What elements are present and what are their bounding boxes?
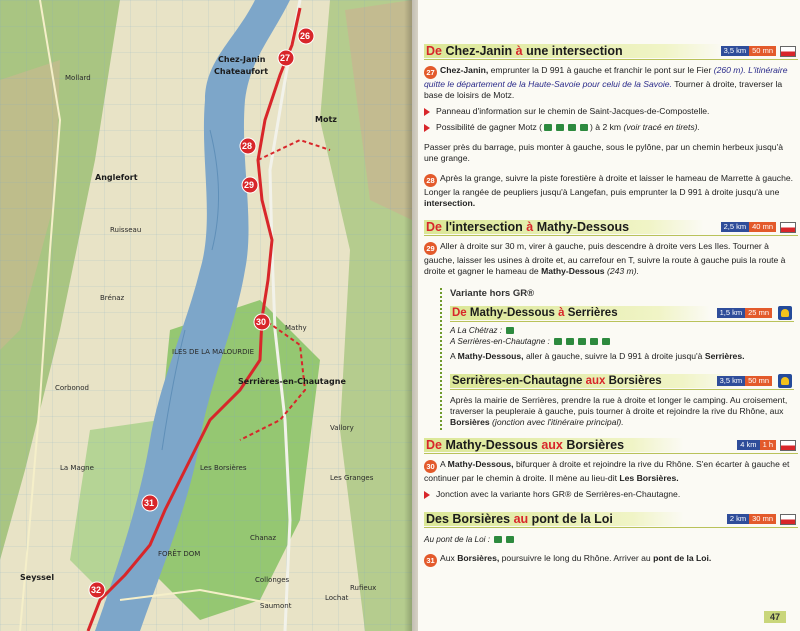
picnic-icon	[506, 327, 514, 334]
page-number: 47	[764, 611, 786, 623]
paragraph: Passer près du barrage, puis monter à gauche, sous le pylône, par un chemin herbeux jusqu'à une grange.	[424, 142, 783, 163]
paragraph: A Mathy-Dessous, aller à gauche, suivre la D 991 à droite jusqu'à Serrières.	[450, 351, 745, 361]
section-borsieres-pont	[424, 510, 798, 567]
variant-box	[440, 288, 798, 430]
place-borsieres: Les Borsières	[200, 464, 247, 472]
svg-text:31: 31	[144, 498, 155, 508]
info-bullet: Panneau d'information sur le chemin de Saint-Jacques-de-Compostelle.	[424, 106, 798, 117]
place-mollard: Mollard	[65, 74, 91, 82]
svg-text:28: 28	[242, 141, 253, 151]
duration-badge: 30 mn	[749, 514, 776, 524]
place-les-granges: Les Granges	[330, 474, 374, 482]
waypoint-26[interactable]	[298, 28, 314, 44]
distance-badge: 3,5 km	[717, 376, 746, 386]
place-seyssel: Seyssel	[20, 573, 55, 582]
step-number: 28	[424, 174, 437, 187]
section-header: Des Borsières au pont de la Loi 2 km 30 mn	[424, 510, 798, 528]
lodging-icon	[554, 338, 562, 345]
place-corbonod: Corbonod	[55, 384, 89, 392]
step-number: 30	[424, 460, 437, 473]
info-bullet: Jonction avec la variante hors GR® de Serrières-en-Chautagne.	[424, 489, 798, 500]
svg-text:29: 29	[244, 180, 255, 190]
variant-label: Variante hors GR®	[450, 288, 535, 299]
info-bullet: Possibilité de gagner Motz ( ) à 2 km (voir tracé en tirets).	[424, 122, 798, 133]
place-iles-malourdie: ILES DE LA MALOURDIE	[172, 348, 255, 356]
paragraph: Après la mairie de Serrières, prendre la rue à droite et longer le camping. Au croisement, traverser la peupleraie à gauche, puis tourner à droite et rejoindre la rive du Rhône, aux Borsières (jonction avec l'itinéraire principal).	[450, 395, 788, 427]
step-31: 31 Aux Borsières, poursuivre le long du Rhône. Arriver au pont de la Loi.	[424, 553, 798, 567]
waypoint-31[interactable]	[142, 495, 158, 511]
place-rufieux: Rufieux	[350, 584, 377, 592]
place-ruisseau: Ruisseau	[110, 226, 142, 234]
svg-text:30: 30	[256, 317, 267, 327]
itinerary-page	[418, 0, 800, 631]
distance-badge: 2 km	[727, 514, 749, 524]
duration-badge: 25 mn	[745, 308, 772, 318]
waypoint-32[interactable]	[89, 582, 105, 598]
duration-badge: 40 mn	[749, 222, 776, 232]
step-30: 30 A Mathy-Dessous, bifurquer à droite et rejoindre la rive du Rhône. S'en écarter à gauche et continuer par le chemin à droite. Il mène au lieu-dit Les Borsières.	[424, 459, 790, 483]
distance-badge: 2,5 km	[721, 222, 750, 232]
place-collonges: Collonges	[255, 576, 290, 584]
section-header: De Mathy-Dessous à Serrières 1,5 km 25 mn	[450, 304, 794, 322]
gr-flag-icon	[780, 222, 796, 233]
section-header: De l'intersection à Mathy-Dessous 2,5 km 40 mn	[424, 218, 798, 236]
waypoint-30[interactable]	[254, 314, 270, 330]
place-chateaufort: Chateaufort	[214, 67, 269, 76]
place-serrieres: Serrières-en-Chautagne	[238, 377, 346, 386]
waypoint-27[interactable]	[278, 50, 294, 66]
step-number: 29	[424, 242, 437, 255]
svg-text:27: 27	[280, 53, 291, 63]
duration-badge: 50 mn	[745, 376, 772, 386]
section-chez-janin	[424, 42, 798, 209]
place-foret-dom: FORÊT DOM	[158, 550, 201, 558]
waypoint-28[interactable]	[240, 138, 256, 154]
section-header: De Chez-Janin à une intersection 3,5 km 50 mn	[424, 42, 798, 60]
distance-badge: 3,5 km	[721, 46, 750, 56]
distance-badge: 4 km	[737, 440, 759, 450]
subsection-mathy-serrieres	[450, 304, 794, 362]
svg-text:32: 32	[91, 585, 102, 595]
place-vallory: Vallory	[330, 424, 354, 432]
step-27: 27 Chez-Janin, emprunter la D 991 à gauche et franchir le pont sur le Fier (260 m). L'itinéraire quitte le département de la Haute-Savoie pour celui de la Savoie. Tourner à droite, traverser la base de loisirs de Motz.	[424, 65, 788, 100]
cafe-icon	[602, 338, 610, 345]
waypoint-29[interactable]	[242, 177, 258, 193]
place-anglefort: Anglefort	[95, 173, 138, 182]
saint-jacques-shell-icon	[778, 306, 792, 320]
cafe-icon	[506, 536, 514, 543]
distance-badge: 1,5 km	[717, 308, 746, 318]
duration-badge: 1 h	[760, 440, 776, 450]
section-header: Serrières-en-Chautagne aux Borsières 3,5 km 50 mn	[450, 372, 794, 390]
step-28: 28 Après la grange, suivre la piste forestière à droite et laisser le hameau de Marrette à gauche. Longer la rangée de peupliers jusqu'à Langefan, puis emprunter la D 991 à droite jusqu'à une intersection.	[424, 173, 794, 208]
services-line: Au pont de la Loi :	[424, 534, 798, 545]
place-saumont: Saumont	[260, 602, 292, 610]
step-29: 29 Aller à droite sur 30 m, virer à gauche, puis descendre à droite vers Les Iles. Tourner à gauche, laisser les usines à droite et, au carrefour en T, suivre la route à gauche puis la route à droite et gagner le hameau de Mathy-Dessous (243 m).	[424, 241, 786, 276]
lodging-icon	[544, 124, 552, 131]
subsection-serrieres-borsieres	[450, 372, 794, 428]
svg-text:26: 26	[300, 31, 311, 41]
services-line: A Serrières-en-Chautagne :	[450, 336, 794, 347]
place-motz: Motz	[315, 115, 337, 124]
section-mathy-borsieres	[424, 436, 798, 500]
place-lochat: Lochat	[325, 594, 349, 602]
bullet-triangle-icon	[424, 108, 430, 116]
duration-badge: 50 mn	[749, 46, 776, 56]
section-intersection	[424, 218, 798, 277]
bullet-triangle-icon	[424, 124, 430, 132]
place-mathy: Mathy	[285, 324, 307, 332]
restaurant-icon	[494, 536, 502, 543]
restaurant-icon	[568, 124, 576, 131]
camping-icon	[566, 338, 574, 345]
gr-flag-icon	[780, 46, 796, 57]
step-number: 31	[424, 554, 437, 567]
shop-icon	[578, 338, 586, 345]
place-la-magne: La Magne	[60, 464, 94, 472]
place-brenaz: Brénaz	[100, 294, 125, 302]
place-chez-janin: Chez-Janin	[218, 55, 266, 64]
shop-icon	[556, 124, 564, 131]
section-header: De Mathy-Dessous aux Borsières 4 km 1 h	[424, 436, 798, 454]
restaurant-icon	[590, 338, 598, 345]
bullet-triangle-icon	[424, 491, 430, 499]
cafe-icon	[580, 124, 588, 131]
saint-jacques-shell-icon	[778, 374, 792, 388]
gr-flag-icon	[780, 440, 796, 451]
place-chanaz: Chanaz	[250, 534, 277, 542]
gr-flag-icon	[780, 514, 796, 525]
step-number: 27	[424, 66, 437, 79]
services-line: A La Chétraz :	[450, 325, 794, 336]
